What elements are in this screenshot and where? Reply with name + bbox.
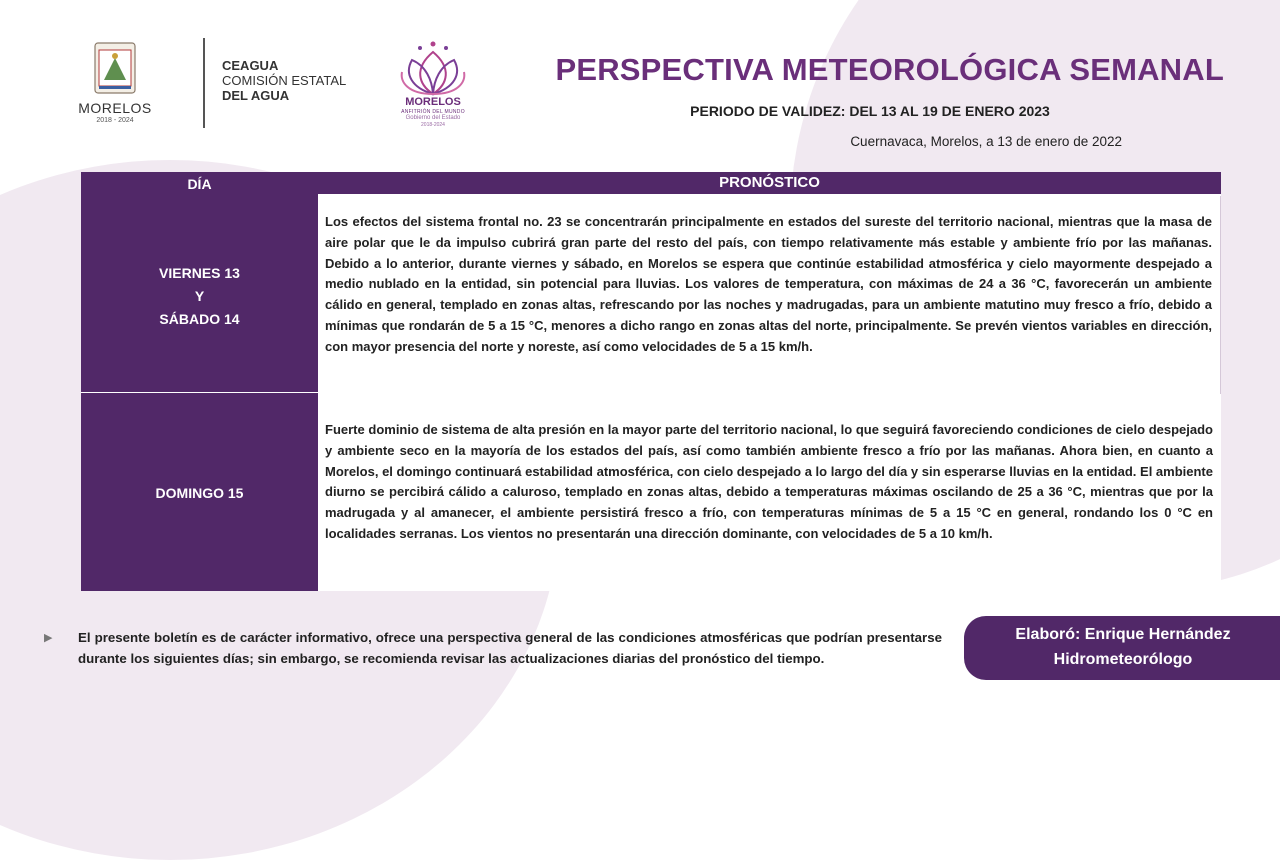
morelos-flower-logo: [398, 38, 468, 98]
ceagua-logo-line2: COMISIÓN ESTATAL: [222, 73, 347, 88]
state-logo-name: MORELOS: [405, 96, 461, 108]
header: [0, 0, 1280, 160]
state-logo-years: 2018-2024: [421, 122, 445, 128]
day-column: [81, 172, 318, 591]
gov-logo-years: 2018 - 2024: [96, 117, 134, 124]
column-header-forecast: PRONÓSTICO: [318, 172, 1221, 194]
ceagua-logo-line3: DEL AGUA: [222, 88, 290, 103]
validity-period: PERIODO DE VALIDEZ: DEL 13 AL 19 DE ENERO 2023: [690, 103, 1050, 119]
day-label-line: DOMINGO 15: [155, 485, 244, 501]
day-label-row1: [81, 262, 318, 331]
state-logo-sub: Gobierno del Estado: [405, 115, 461, 121]
page-title: PERSPECTIVA METEOROLÓGICA SEMANAL: [555, 52, 1224, 87]
day-label-line: SÁBADO 14: [159, 311, 240, 327]
forecast-text-row1: Los efectos del sistema frontal no. 23 se concentrarán principalmente en estados del sureste del territorio nacional, mientras que la masa de aire polar que le da impulso cubrirá gran parte del resto del país, con tiempo relativamente más estable y ambiente frío por las mañanas. Debido a lo anterior, durante viernes y sábado, en Morelos se espera que continúe estabilidad atmosférica y cielo mayormente despejado a medio nublado en la entidad, sin potencial para lluvias. Los valores de temperatura, con máximas de 24 a 36 °C, favorecerán un ambiente cálido en general, templado en zonas altas, refrescando por las noches y madrugadas, para un ambiente matutino muy fresco a frío, debido a mínimas que rondarán de 5 a 15 °C, menores a dicho rango en zonas altas del norte, principalmente. Se prevén vientos variables en dirección, con mayor presencia del norte y noreste, así como velocidades de 5 a 15 km/h.: [318, 196, 1221, 394]
day-label-row2: [81, 482, 318, 505]
place-date: Cuernavaca, Morelos, a 13 de enero de 2022: [850, 134, 1122, 149]
forecast-text-row2: Fuerte dominio de sistema de alta presión en la mayor parte del territorio nacional, lo que seguirá favoreciendo condiciones de cielo despejado y ambiente seco en la mayoría de los estados del país, así como también ambiente fresco a frío por las mañanas. Ahora bien, en cuanto a Morelos, el domingo continuará estabilidad atmosférica, con cielo despejado a lo largo del día y sin esperarse lluvias en la entidad. El ambiente diurno se percibirá cálido a caluroso, templado en zonas altas, debido a temperaturas máximas oscilando de 25 a 36 °C, mientras que por la madrugada y al amanecer, el ambiente persistirá fresco a frío, con temperaturas mínimas de 5 a 15 °C en general, rondando los 0 °C en localidades serranas. Los vientos no presentarán una dirección dominante, con velocidades de 5 a 10 km/h.: [318, 394, 1221, 591]
forecast-table: [81, 172, 1221, 591]
row-separator: [81, 392, 318, 393]
day-label-line: Y: [194, 288, 205, 304]
credit-author: Elaboró: Enrique Hernández: [1015, 626, 1231, 643]
column-header-day: DÍA: [187, 176, 212, 192]
gov-logo-name: MORELOS: [78, 100, 152, 116]
disclaimer-note: El presente boletín es de carácter informativo, ofrece una perspectiva general de las condiciones atmosféricas que podrían presentarse durante los siguientes días; sin embargo, se recomienda revisar las actualizaciones diarias del pronóstico del tiempo.: [78, 630, 942, 666]
state-shield-logo: [94, 42, 136, 96]
logo-divider: [203, 38, 205, 128]
state-logo-tagline: ANFITRIÓN DEL MUNDO: [401, 109, 465, 115]
day-label-line: VIERNES 13: [159, 265, 240, 281]
bullet-arrow-icon: ▶: [44, 632, 53, 644]
ceagua-logo-line1: CEAGUA: [222, 58, 279, 73]
credit-role: Hidrometeorólogo: [1053, 651, 1193, 668]
